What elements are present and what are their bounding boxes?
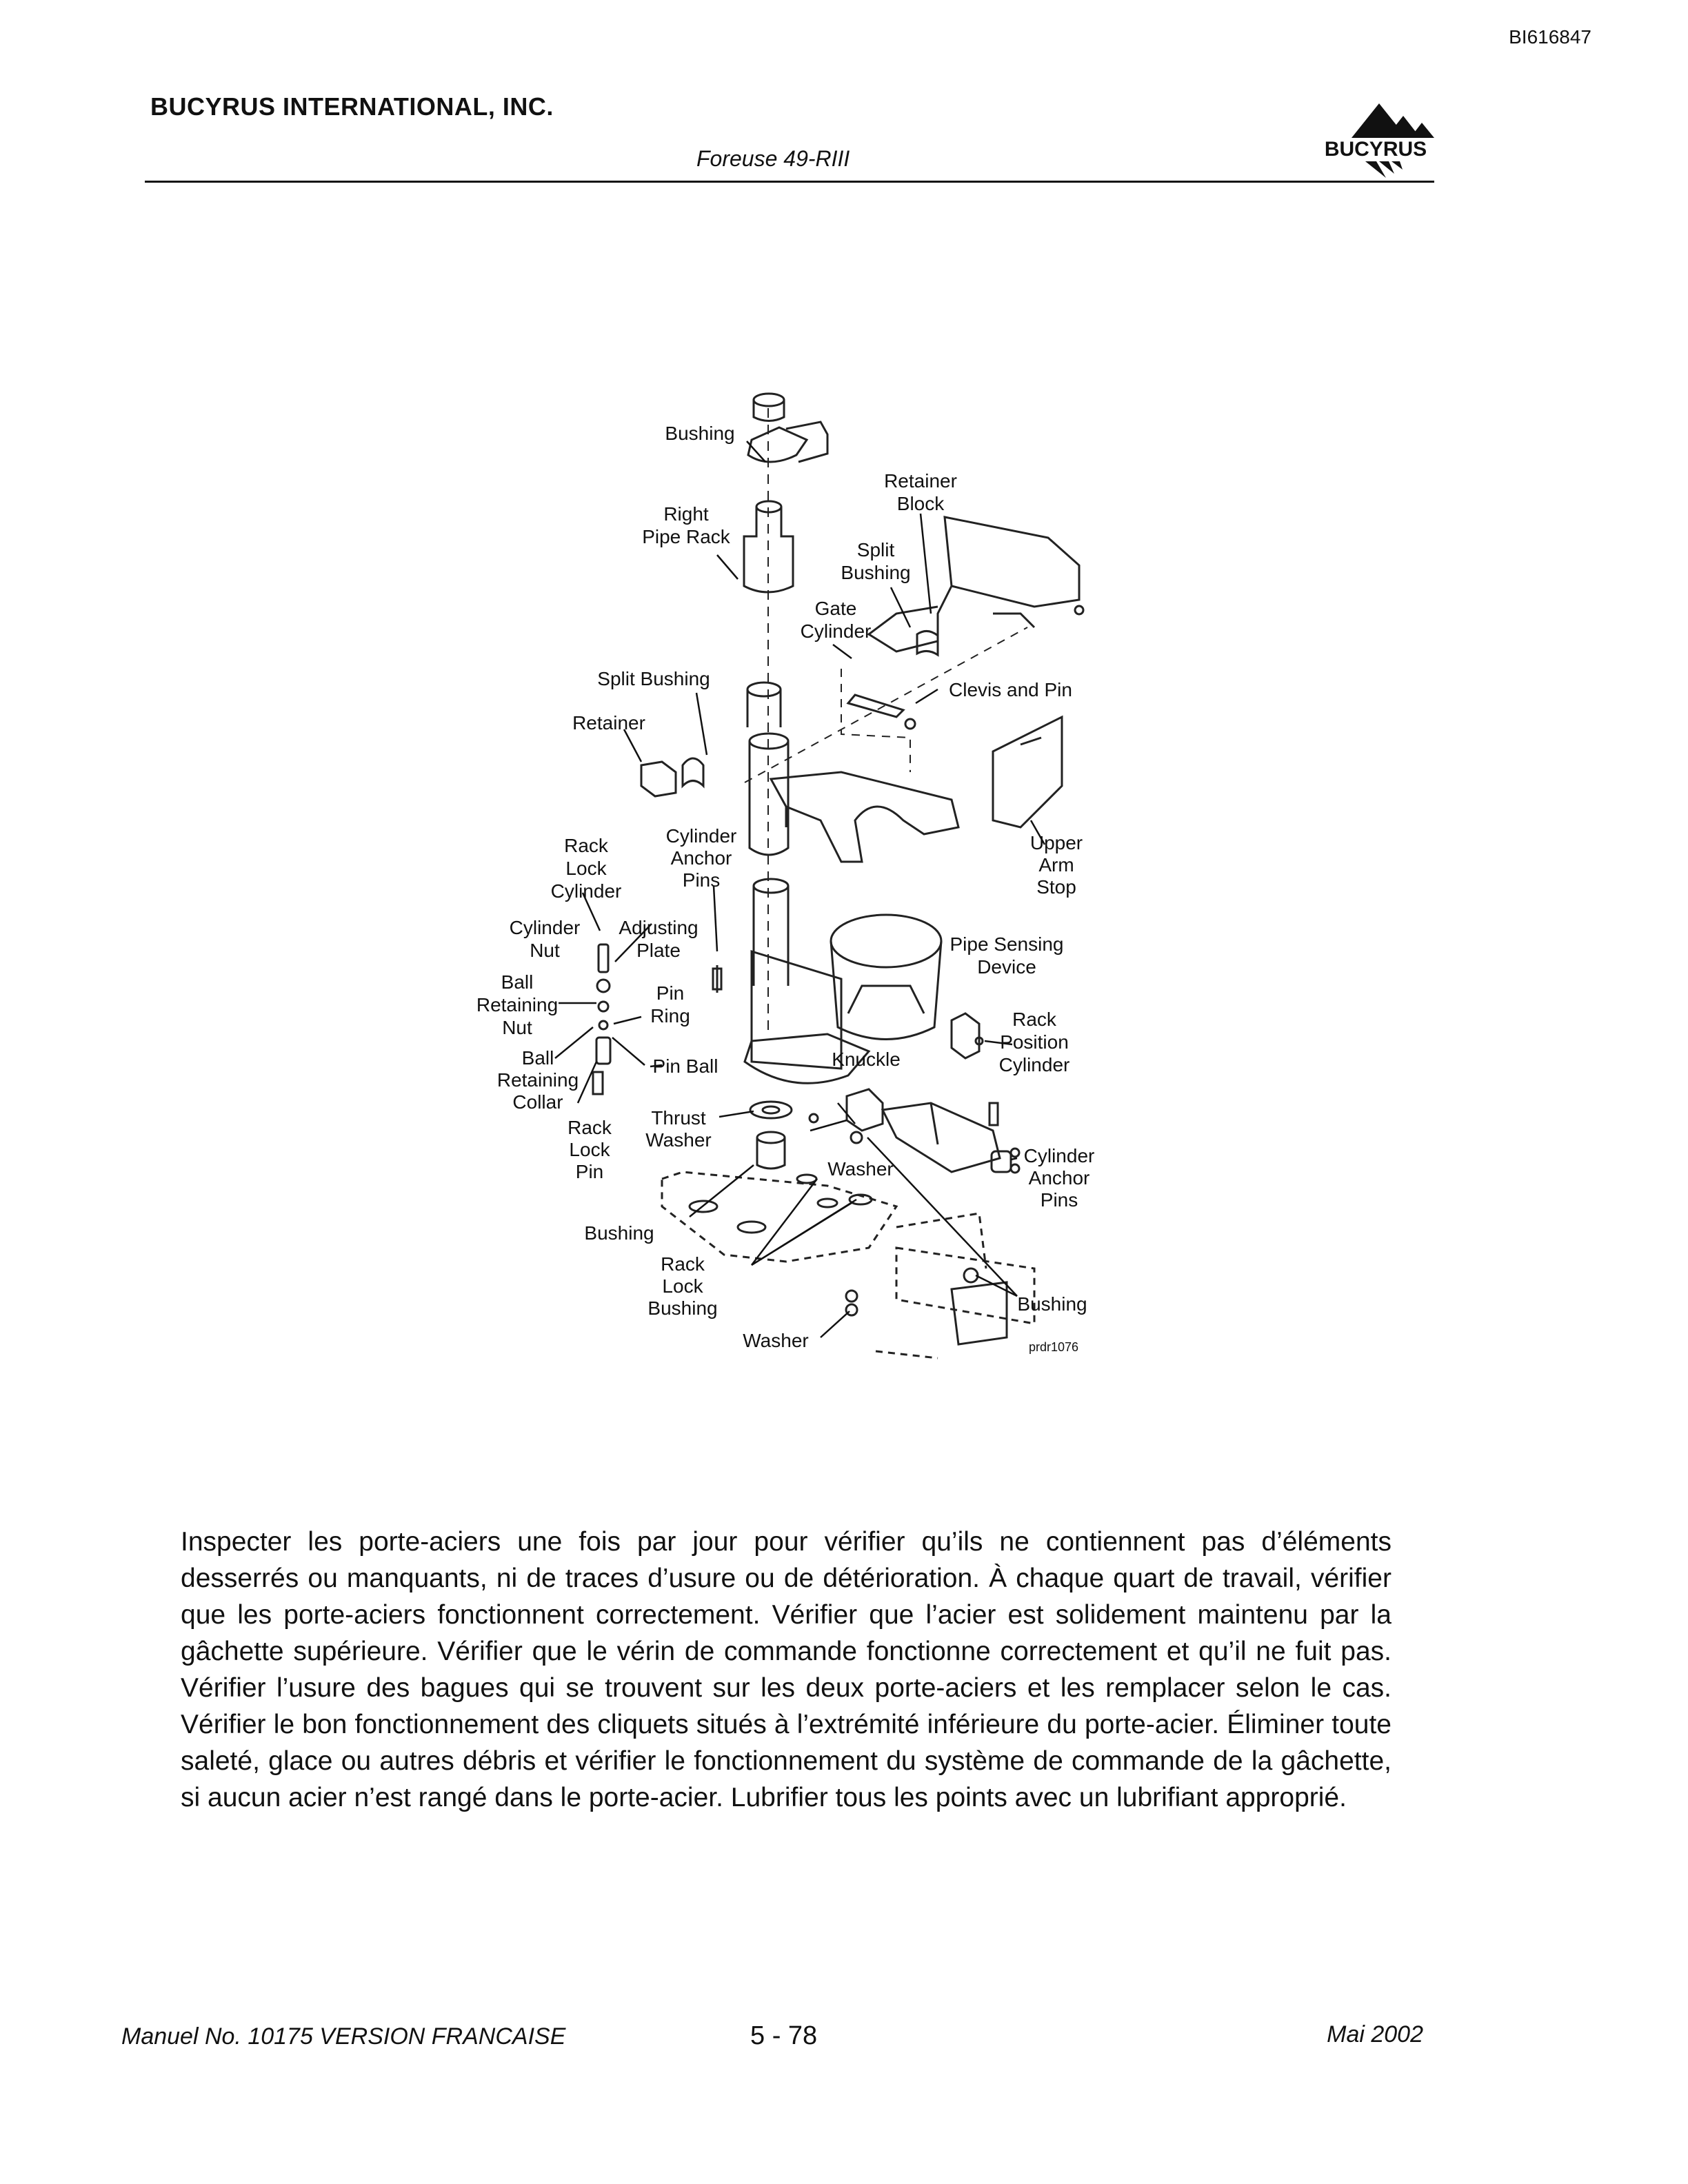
label-cylinder-anchor-pins-1b: Anchor (670, 847, 732, 869)
label-bushing-left: Bushing (584, 1222, 654, 1244)
label-cylinder-nut-2: Nut (530, 940, 560, 961)
label-cylinder-anchor-pins-2a: Cylinder (1023, 1145, 1095, 1166)
label-right-pipe-rack-1: Right (663, 503, 709, 525)
label-knuckle: Knuckle (832, 1049, 901, 1070)
label-ball-retaining-nut-1: Ball (501, 971, 534, 993)
label-cylinder-anchor-pins-2b: Anchor (1028, 1167, 1090, 1189)
label-bushing-right: Bushing (1017, 1293, 1087, 1315)
footer-date: Mai 2002 (1327, 2021, 1423, 2048)
label-upper-arm-stop-3: Stop (1036, 876, 1076, 898)
pipe-rack-exploded-diagram (455, 379, 1145, 1379)
label-rack-lock-pin-1: Rack (567, 1117, 612, 1138)
label-retainer-block-2: Block (896, 493, 945, 514)
label-thrust-washer-1: Thrust (651, 1107, 706, 1129)
label-right-pipe-rack-2: Pipe Rack (642, 526, 730, 547)
label-pin-ring-2: Ring (650, 1005, 690, 1027)
label-pipe-sensing-device-2: Device (977, 956, 1036, 978)
label-pin-ring-1: Pin (656, 982, 685, 1004)
label-ball-retaining-collar-1: Ball (521, 1047, 554, 1069)
label-adjusting-plate-1: Adjusting (619, 917, 699, 938)
diagram-leader-lines (555, 441, 1045, 1337)
label-split-bushing-top-1: Split (856, 539, 895, 560)
label-split-bushing-top-2: Bushing (841, 562, 911, 583)
label-washer-mid: Washer (827, 1158, 894, 1180)
label-ball-retaining-nut-2: Retaining (476, 994, 559, 1015)
footer-manual-number: Manuel No. 10175 VERSION FRANCAISE (121, 2023, 566, 2050)
logo-wordmark: BUCYRUS (1324, 138, 1427, 161)
label-gate-cylinder-1: Gate (814, 598, 857, 619)
label-cylinder-anchor-pins-2c: Pins (1040, 1189, 1078, 1211)
logo-mark-top (1352, 103, 1434, 138)
maintenance-instructions: Inspecter les porte-aciers une fois par jour pour vérifier qu’ils ne contiennent pas d’éléments desserrés ou manquants, ni de traces d’usure ou de détérioration. À chaque quart de travail, vérifier que les porte-aciers fonctionnent correctement. Vérifier que l’acier est solidement maintenu par la gâchette supérieure. Vérifier que le vérin de commande fonctionne correctement et qu’il ne fuit pas. Vérifier l’usure des bagues qui se trouvent sur les deux porte-aciers et les remplacer selon le cas. Vérifier le bon fonctionnement des cliquets situés à l’extrémité inférieure du porte-acier. Éliminer toute saleté, glace ou autres débris et vérifier le fonctionnement du système de commande de la gâchette, si aucun acier n’est rangé dans le porte-acier. Lubrifier tous les points avec un lubrifiant approprié. (181, 1527, 1391, 1812)
document-id: BI616847 (1509, 26, 1591, 48)
label-rack-position-cylinder-2: Position (1000, 1031, 1069, 1053)
label-rack-lock-bushing-2: Lock (662, 1275, 703, 1297)
label-ball-retaining-collar-3: Collar (512, 1091, 563, 1113)
label-rack-lock-cylinder-1: Rack (564, 835, 608, 856)
label-upper-arm-stop-2: Arm (1038, 854, 1074, 876)
label-ball-retaining-collar-2: Retaining (496, 1069, 579, 1091)
label-split-bushing-left: Split Bushing (597, 668, 710, 689)
label-cylinder-nut-1: Cylinder (509, 917, 581, 938)
bucyrus-logo (1310, 97, 1441, 179)
footer-page-number: 5 - 78 (750, 2021, 818, 2050)
figure-reference: prdr1076 (1029, 1340, 1079, 1354)
label-upper-arm-stop-1: Upper (1029, 832, 1083, 853)
label-rack-lock-cylinder-3: Cylinder (550, 880, 622, 902)
label-thrust-washer-2: Washer (645, 1129, 712, 1151)
header-divider (145, 181, 1434, 183)
label-retainer-block-1: Retainer (884, 470, 957, 492)
label-rack-lock-bushing-1: Rack (661, 1253, 705, 1275)
label-rack-position-cylinder-3: Cylinder (998, 1054, 1070, 1075)
label-rack-lock-bushing-3: Bushing (647, 1297, 718, 1319)
label-cylinder-anchor-pins-1a: Cylinder (665, 825, 737, 847)
label-clevis-and-pin: Clevis and Pin (949, 679, 1072, 700)
label-rack-lock-cylinder-2: Lock (565, 858, 607, 879)
label-ball-retaining-nut-3: Nut (502, 1017, 532, 1038)
label-rack-lock-pin-3: Pin (575, 1161, 604, 1182)
logo-mark-bottom (1365, 161, 1403, 178)
diagram-labels (476, 423, 1095, 1354)
label-adjusting-plate-2: Plate (636, 940, 681, 961)
label-washer-bottom: Washer (743, 1330, 809, 1351)
document-subtitle: Foreuse 49-RIII (696, 146, 850, 171)
label-retainer: Retainer (572, 712, 645, 734)
label-cylinder-anchor-pins-1c: Pins (682, 869, 721, 891)
label-rack-lock-pin-2: Lock (569, 1139, 610, 1160)
label-bushing-top: Bushing (665, 423, 735, 444)
label-pin-ball: Pin Ball (652, 1055, 719, 1077)
company-name: BUCYRUS INTERNATIONAL, INC. (150, 92, 554, 121)
label-rack-position-cylinder-1: Rack (1012, 1009, 1056, 1030)
label-pipe-sensing-device-1: Pipe Sensing (950, 933, 1064, 955)
label-gate-cylinder-2: Cylinder (800, 620, 872, 642)
